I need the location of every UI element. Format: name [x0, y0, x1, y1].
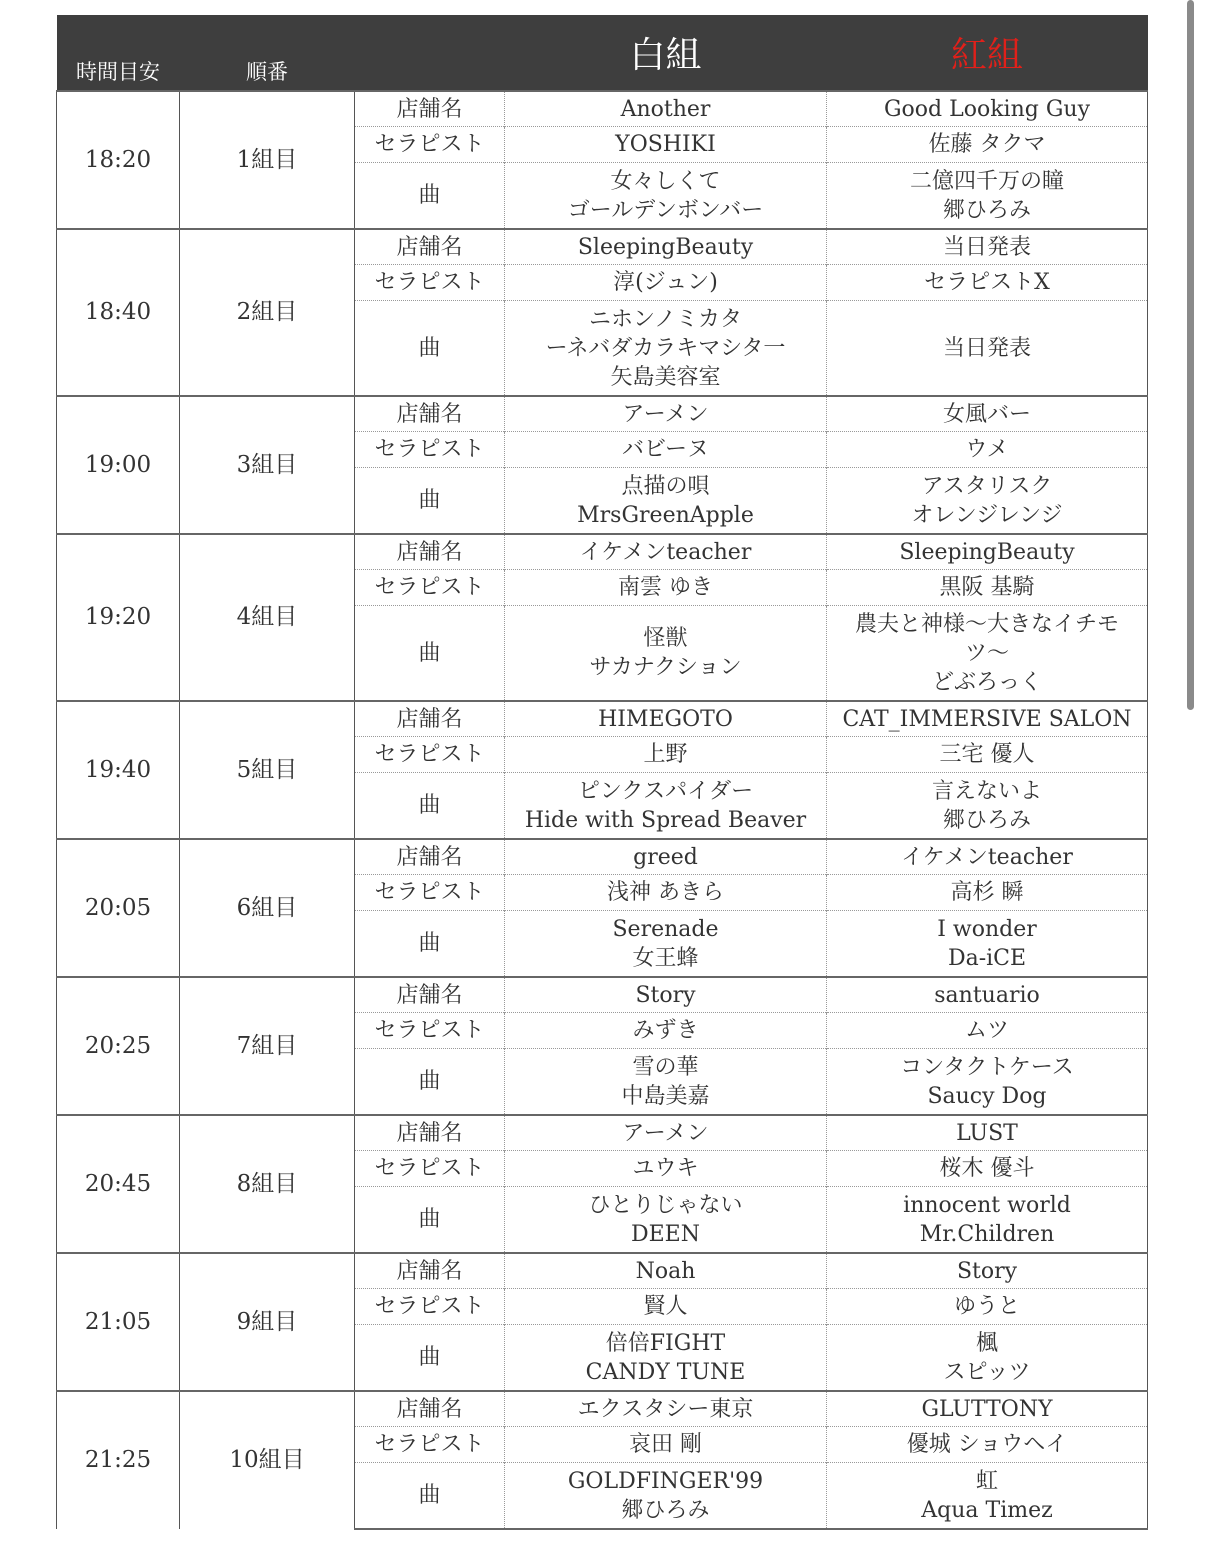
row-label-therapist: セラピスト — [355, 875, 505, 911]
row-label-therapist: セラピスト — [355, 1289, 505, 1325]
red-shop-cell: Good Looking Guy — [827, 91, 1148, 127]
red-therapist-cell: 優城 ショウヘイ — [827, 1427, 1148, 1463]
order-cell: 4組目 — [180, 534, 355, 701]
song-line: Hide with Spread Beaver — [524, 807, 807, 833]
time-cell: 19:00 — [57, 396, 180, 534]
song-line: 中島美嘉 — [621, 1083, 710, 1109]
white-song-cell — [505, 911, 827, 978]
red-shop-cell: CAT_IMMERSIVE SALON — [827, 701, 1148, 737]
white-shop-cell: Another — [505, 91, 827, 127]
header-time: 時間目安 — [57, 15, 180, 91]
red-therapist-cell: ゆうと — [827, 1289, 1148, 1325]
song-line: Aqua Timez — [921, 1497, 1053, 1523]
group-row-shop — [57, 701, 1148, 737]
song-line: 女々しくて — [610, 168, 721, 194]
white-shop-cell: エクスタシー東京 — [505, 1391, 827, 1427]
row-label-therapist: セラピスト — [355, 1427, 505, 1463]
song-line: 女王蜂 — [632, 945, 699, 971]
time-cell: 20:45 — [57, 1115, 180, 1253]
song-line: GOLDFINGER'99 — [567, 1468, 764, 1494]
white-shop-cell: アーメン — [505, 1115, 827, 1151]
white-song-cell — [505, 1187, 827, 1254]
song-line: innocent world — [903, 1192, 1071, 1218]
song-line: MrsGreenApple — [577, 502, 754, 528]
white-song-cell — [505, 1049, 827, 1116]
time-cell: 19:40 — [57, 701, 180, 839]
red-therapist-cell: 高杉 瞬 — [827, 875, 1148, 911]
group-row-shop — [57, 396, 1148, 432]
time-cell: 20:05 — [57, 839, 180, 977]
song-line: 虹 — [975, 1468, 998, 1494]
row-label-shop: 店舗名 — [355, 701, 505, 737]
song-line: ーネバダカラキマシタ一 — [545, 335, 786, 361]
row-label-shop: 店舗名 — [355, 1391, 505, 1427]
red-song-cell — [827, 606, 1148, 702]
schedule-table — [56, 15, 1148, 1530]
song-line: どぶろっく — [931, 669, 1042, 695]
song-line: 点描の唄 — [621, 473, 710, 499]
song-line: 言えないよ — [931, 778, 1042, 804]
red-song-cell — [827, 1049, 1148, 1116]
white-therapist-cell: 哀田 剛 — [505, 1427, 827, 1463]
white-song-cell — [505, 468, 827, 535]
red-therapist-cell: 黒阪 基騎 — [827, 570, 1148, 606]
group-row-shop — [57, 977, 1148, 1013]
order-cell: 6組目 — [180, 839, 355, 977]
song-line: Mr.Children — [919, 1221, 1055, 1247]
red-therapist-cell: セラピストX — [827, 265, 1148, 301]
red-shop-cell: santuario — [827, 977, 1148, 1013]
header-white-team: 白組 — [505, 15, 827, 91]
song-line: オレンジレンジ — [911, 502, 1063, 528]
white-therapist-cell: 淳(ジュン) — [505, 265, 827, 301]
header-row — [57, 15, 1148, 91]
white-therapist-cell: ユウキ — [505, 1151, 827, 1187]
red-shop-cell: SleepingBeauty — [827, 534, 1148, 570]
red-shop-cell: Story — [827, 1253, 1148, 1289]
red-song-cell — [827, 468, 1148, 535]
row-label-song: 曲 — [355, 301, 505, 397]
red-song-cell — [827, 911, 1148, 978]
red-shop-cell: GLUTTONY — [827, 1391, 1148, 1427]
red-song-cell — [827, 773, 1148, 840]
song-line: 二億四千万の瞳 — [909, 168, 1064, 194]
red-song-cell — [827, 301, 1148, 397]
song-line: 雪の華 — [632, 1054, 699, 1080]
row-label-therapist: セラピスト — [355, 570, 505, 606]
time-cell: 18:40 — [57, 229, 180, 396]
row-label-shop: 店舗名 — [355, 534, 505, 570]
row-label-therapist: セラピスト — [355, 432, 505, 468]
row-label-song: 曲 — [355, 911, 505, 978]
scrollbar[interactable] — [1187, 0, 1194, 710]
order-cell: 9組目 — [180, 1253, 355, 1391]
song-line: ニホンノミカタ — [588, 306, 743, 332]
header-red-team: 紅組 — [827, 15, 1148, 91]
group-row-shop — [57, 1115, 1148, 1151]
white-therapist-cell: YOSHIKI — [505, 127, 827, 163]
order-cell: 7組目 — [180, 977, 355, 1115]
row-label-song: 曲 — [355, 1049, 505, 1116]
order-cell: 8組目 — [180, 1115, 355, 1253]
song-line: Da-iCE — [947, 945, 1027, 971]
red-song-cell — [827, 1325, 1148, 1392]
song-line: 農夫と神様〜大きなイチモ — [854, 611, 1119, 637]
row-label-song: 曲 — [355, 468, 505, 535]
time-cell: 18:20 — [57, 91, 180, 229]
red-therapist-cell: ムツ — [827, 1013, 1148, 1049]
song-line: I wonder — [937, 916, 1037, 942]
white-therapist-cell: みずき — [505, 1013, 827, 1049]
white-song-cell — [505, 301, 827, 397]
row-label-shop: 店舗名 — [355, 977, 505, 1013]
song-line: Saucy Dog — [927, 1083, 1047, 1109]
song-line: 郷ひろみ — [942, 807, 1031, 833]
white-shop-cell: SleepingBeauty — [505, 229, 827, 265]
song-line: アスタリスク — [921, 473, 1053, 499]
row-label-shop: 店舗名 — [355, 1115, 505, 1151]
song-line: 楓 — [975, 1330, 998, 1356]
white-therapist-cell: 賢人 — [505, 1289, 827, 1325]
order-cell: 10組目 — [180, 1391, 355, 1529]
row-label-therapist: セラピスト — [355, 1013, 505, 1049]
white-shop-cell: HIMEGOTO — [505, 701, 827, 737]
song-line: ピンクスパイダー — [577, 778, 754, 804]
song-line: ツ〜 — [964, 640, 1009, 666]
group-row-shop — [57, 229, 1148, 265]
order-cell: 5組目 — [180, 701, 355, 839]
time-cell: 21:05 — [57, 1253, 180, 1391]
white-song-cell — [505, 606, 827, 702]
song-line: 怪獣 — [643, 626, 688, 651]
red-song-cell — [827, 1187, 1148, 1254]
row-label-shop: 店舗名 — [355, 91, 505, 127]
song-line: コンタクトケース — [900, 1054, 1074, 1080]
red-therapist-cell: 桜木 優斗 — [827, 1151, 1148, 1187]
white-song-cell — [505, 1325, 827, 1392]
order-cell: 3組目 — [180, 396, 355, 534]
red-shop-cell: 女風バー — [827, 396, 1148, 432]
song-line: 倍倍FIGHT — [605, 1330, 726, 1356]
red-therapist-cell: 三宅 優人 — [827, 737, 1148, 773]
time-cell: 21:25 — [57, 1391, 180, 1529]
time-cell: 20:25 — [57, 977, 180, 1115]
song-line: Serenade — [612, 916, 719, 942]
white-therapist-cell: 浅神 あきら — [505, 875, 827, 911]
red-song-cell — [827, 1463, 1148, 1530]
song-line: 当日発表 — [942, 335, 1031, 361]
song-line: 郷ひろみ — [621, 1497, 710, 1523]
row-label-therapist: セラピスト — [355, 1151, 505, 1187]
row-label-shop: 店舗名 — [355, 1253, 505, 1289]
red-shop-cell: イケメンteacher — [827, 839, 1148, 875]
row-label-song: 曲 — [355, 606, 505, 702]
row-label-song: 曲 — [355, 773, 505, 840]
white-song-cell — [505, 163, 827, 230]
red-therapist-cell: 佐藤 タクマ — [827, 127, 1148, 163]
white-therapist-cell: 上野 — [505, 737, 827, 773]
row-label-therapist: セラピスト — [355, 737, 505, 773]
group-row-shop — [57, 1391, 1148, 1427]
white-therapist-cell: バビーヌ — [505, 432, 827, 468]
group-row-shop — [57, 91, 1148, 127]
white-song-cell — [505, 773, 827, 840]
row-label-therapist: セラピスト — [355, 127, 505, 163]
row-label-song: 曲 — [355, 163, 505, 230]
white-shop-cell: greed — [505, 839, 827, 875]
white-shop-cell: アーメン — [505, 396, 827, 432]
header-blank — [355, 15, 505, 91]
song-line: DEEN — [630, 1221, 700, 1247]
white-shop-cell: Story — [505, 977, 827, 1013]
order-cell: 2組目 — [180, 229, 355, 396]
song-line: スピッツ — [943, 1359, 1031, 1385]
song-line: ひとりじゃない — [588, 1192, 743, 1218]
white-shop-cell: イケメンteacher — [505, 534, 827, 570]
order-cell: 1組目 — [180, 91, 355, 229]
song-line: ゴールデンボンバー — [567, 197, 764, 223]
group-row-shop — [57, 534, 1148, 570]
song-line: 郷ひろみ — [942, 197, 1031, 223]
song-line: CANDY TUNE — [585, 1359, 746, 1385]
song-line: 矢島美容室 — [610, 364, 721, 390]
header-order: 順番 — [180, 15, 355, 91]
song-line: サカナクション — [589, 655, 742, 680]
white-song-cell — [505, 1463, 827, 1530]
row-label-therapist: セラピスト — [355, 265, 505, 301]
red-therapist-cell: ウメ — [827, 432, 1148, 468]
row-label-song: 曲 — [355, 1325, 505, 1392]
white-therapist-cell: 南雲 ゆき — [505, 570, 827, 606]
row-label-song: 曲 — [355, 1463, 505, 1530]
group-row-shop — [57, 839, 1148, 875]
row-label-shop: 店舗名 — [355, 396, 505, 432]
white-shop-cell: Noah — [505, 1253, 827, 1289]
group-row-shop — [57, 1253, 1148, 1289]
row-label-song: 曲 — [355, 1187, 505, 1254]
row-label-shop: 店舗名 — [355, 229, 505, 265]
row-label-shop: 店舗名 — [355, 839, 505, 875]
red-song-cell — [827, 163, 1148, 230]
red-shop-cell: 当日発表 — [827, 229, 1148, 265]
time-cell: 19:20 — [57, 534, 180, 701]
red-shop-cell: LUST — [827, 1115, 1148, 1151]
